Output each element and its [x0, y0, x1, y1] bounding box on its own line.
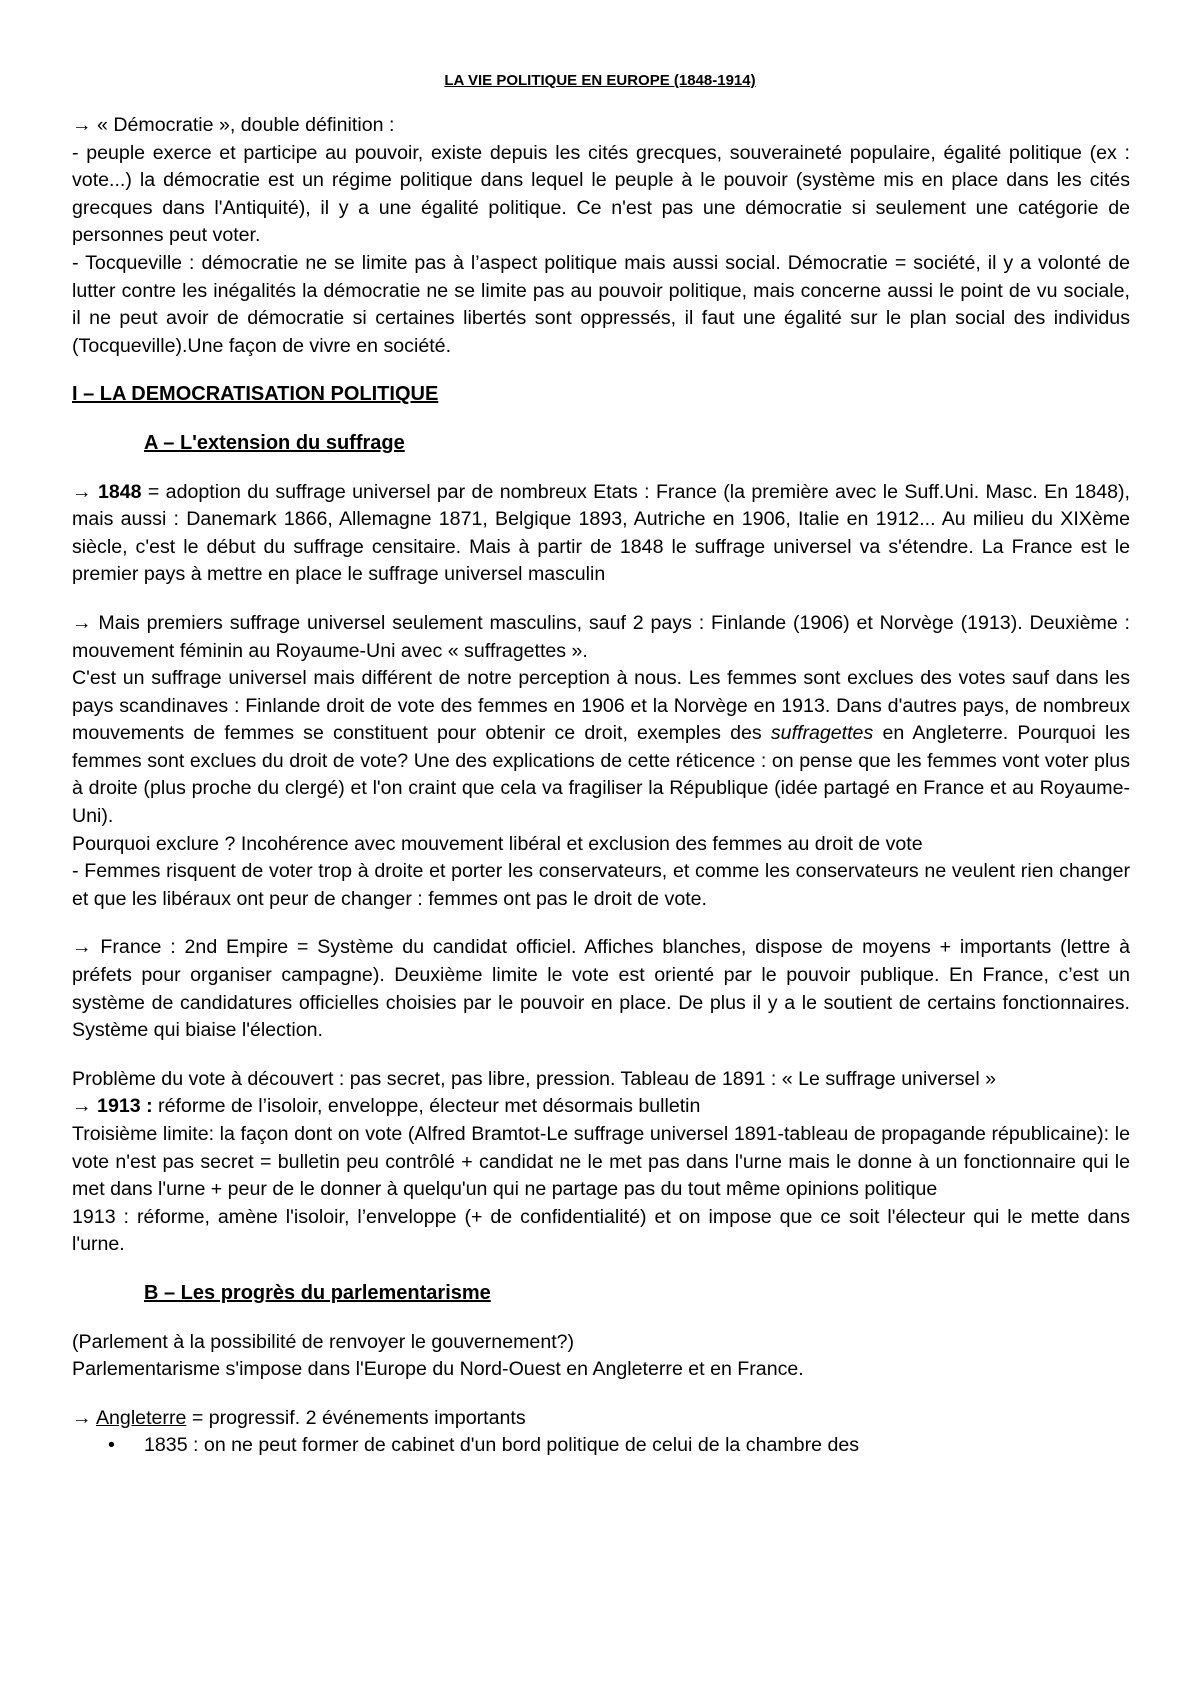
paragraph	[72, 479, 1130, 589]
paragraph	[72, 831, 1130, 859]
text-run: B – Les progrès du parlementarisme	[144, 1281, 491, 1304]
text-run: réforme de l’isoloir, enveloppe, électeur met désormais bulletin	[152, 1095, 701, 1118]
text-run: → Mais premiers suffrage universel seulement masculins, sauf 2 pays : Finlande (1906) et Norvège (1913). Deuxième : mouvement féminin au Royaume-Uni avec « suffragettes ».	[72, 611, 1130, 662]
document-body	[72, 112, 1130, 1460]
text-run: Troisième limite: la façon dont on vote (Alfred Bramtot-Le suffrage universel 1891-tableau de propagande républicaine): le vote n'est pas secret = bulletin peu contrôlé + candidat ne le met pas dans l'urne mais le donne à un fonctionnaire qui le met dans l'urne + peur de le donner à quelqu'un qui ne partage pas du tout même opinions politique	[72, 1123, 1130, 1201]
text-run: A – L'extension du suffrage	[144, 431, 405, 454]
bullet-marker: •	[108, 1434, 115, 1457]
paragraph	[72, 250, 1130, 360]
text-run: en Angleterre. Pourquoi les femmes sont exclues du droit de vote? Une des explications de cette réticence : on pense que les femmes vont voter plus à droite (plus proche du clergé) et l'on craint que cela va fragiliser la République (idée partagé en France et au Royaume-Uni).	[72, 722, 1131, 828]
text-run: Pourquoi exclure ? Incohérence avec mouvement libéral et exclusion des femmes au droit de vote	[72, 832, 923, 855]
subsection-heading	[144, 430, 1130, 458]
text-run: = adoption du suffrage universel par de nombreux Etats : France (la première avec le Suff.Uni. Masc. En 1848), mais aussi : Danemark 1866, Allemagne 1871, Belgique 1893, Autriche en 1906, Italie en 1912... Au milieu du XIXème siècle, c'est le début du suffrage censitaire. Mais à partir de 1848 le suffrage universel va s'étendre. La France est le premier pays à mettre en place le suffrage universel masculin	[72, 480, 1130, 586]
paragraph	[72, 610, 1130, 665]
text-run: →	[72, 480, 98, 503]
section-heading	[72, 381, 1130, 409]
text-run: C'est un suffrage universel mais différent de notre perception à nous. Les femmes sont exclues des votes sauf dans les pays scandinaves : Finlande droit de vote des femmes en 1906 et la Norvège en 1913. Dans d'autres pays, de nombreux mouvements de femmes se constituent pour obtenir ce droit, exemples des	[72, 667, 1130, 745]
page-title: LA VIE POLITIQUE EN EUROPE (1848-1914)	[444, 72, 756, 89]
paragraph	[72, 1405, 1130, 1433]
bold-text: 1848	[97, 480, 142, 503]
paragraph	[72, 1204, 1130, 1259]
paragraph	[72, 1066, 1130, 1094]
paragraph	[72, 1093, 1130, 1121]
subsection-heading	[144, 1280, 1130, 1308]
text-run: - Tocqueville : démocratie ne se limite pas à l’aspect politique mais aussi social. Démocratie = société, il y a volonté de lutter contre les inégalités la démocratie ne se limite pas au pouvoir politique, mais concerne aussi le point de vu sociale, il ne peut avoir de démocratie si certaines libertés sont oppressés, il faut une égalité sur le plan social des individus (Tocqueville).Une façon de vivre en société.	[72, 251, 1130, 357]
text-run: (Parlement à la possibilité de renvoyer le gouvernement?)	[72, 1330, 575, 1353]
text-run: = progressif. 2 événements importants	[186, 1406, 526, 1429]
text-run: → « Démocratie », double définition :	[72, 114, 395, 136]
text-run: I – LA DEMOCRATISATION POLITIQUE	[72, 383, 439, 406]
bold-text: 1913 :	[97, 1095, 153, 1118]
text-run: 1913 : réforme, amène l'isoloir, l’enveloppe (+ de confidentialité) et on impose que ce soit l'électeur qui le mette dans l'urne.	[72, 1205, 1130, 1256]
text-run: →	[72, 1095, 98, 1118]
text-run: → France : 2nd Empire = Système du candidat officiel. Affiches blanches, dispose de moyens + importants (lettre à préfets pour organiser campagne). Deuxième limite le vote est orienté par le pouvoir publique. En France, c’est un système de candidatures officielles choisies par le pouvoir en place. De plus il y a le soutient de certains fonctionnaires. Système qui biaise l'élection.	[72, 936, 1130, 1042]
underlined-text: Angleterre	[95, 1406, 187, 1429]
paragraph	[72, 665, 1130, 831]
paragraph	[72, 858, 1130, 913]
paragraph	[72, 934, 1130, 1044]
text-run: Parlementarisme s'impose dans l'Europe du Nord-Ouest en Angleterre et en France.	[72, 1358, 804, 1381]
text-run: 1835 : on ne peut former de cabinet d'un bord politique de celui de la chambre des	[144, 1434, 860, 1457]
paragraph	[72, 1329, 1130, 1357]
text-run: →	[72, 1406, 96, 1429]
text-run: Problème du vote à découvert : pas secret, pas libre, pression. Tableau de 1891 : « Le suffrage universel »	[72, 1067, 997, 1090]
paragraph	[72, 112, 1130, 140]
italic-text: suffragettes	[770, 722, 874, 745]
text-run: - peuple exerce et participe au pouvoir, existe depuis les cités grecques, souveraineté populaire, égalité politique (ex : vote...) la démocratie est un régime politique dans lequel le peuple à le pouvoir (système mis en place dans les cités grecques dans l'Antiquité), il y a une égalité politique. Ce n'est pas une démocratie si seulement une catégorie de personnes peut voter.	[72, 141, 1130, 247]
paragraph	[72, 1356, 1130, 1384]
paragraph	[72, 140, 1130, 250]
text-run: - Femmes risquent de voter trop à droite et porter les conservateurs, et comme les conservateurs ne veulent rien changer et que les libéraux ont peur de changer : femmes ont pas le droit de vote.	[72, 860, 1130, 910]
list-item	[72, 1432, 1130, 1460]
paragraph	[72, 1121, 1130, 1204]
